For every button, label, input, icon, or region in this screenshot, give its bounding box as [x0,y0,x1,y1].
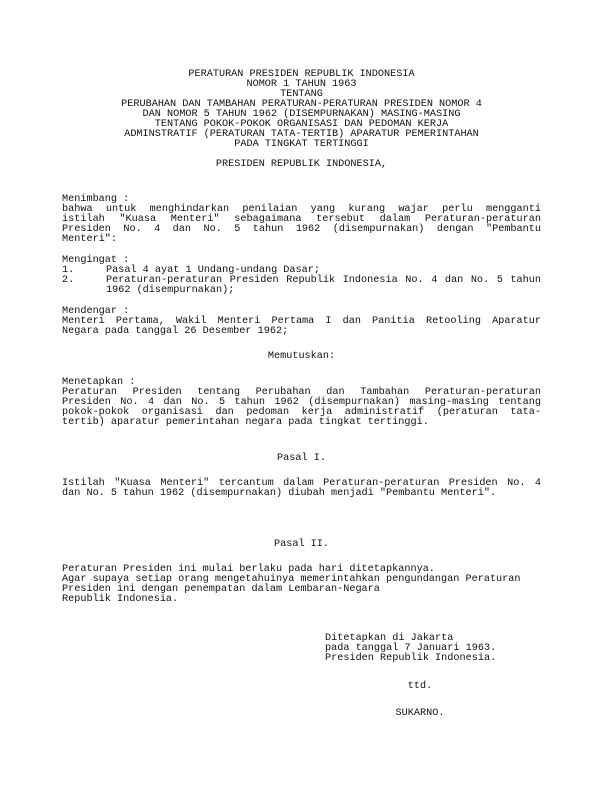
signature-office: Presiden Republik Indonesia. [325,653,497,664]
signature-date: pada tanggal 7 Januari 1963. [325,643,497,654]
header-number: NOMOR 1 TAHUN 1963 [246,79,357,90]
mengingat-item: 1962 (disempurnakan); [106,285,235,296]
menimbang-text: bahwa untuk menghindarkan penilaian yang kurang wajar perlu mengganti [62,204,541,215]
header-tentang: TENTANG [280,89,323,100]
mengingat-item: Peraturan-peraturan Presiden Republik Indonesia No. 4 dan No. 5 tahun [106,275,541,286]
menimbang-text: istilah "Kuasa Menteri" sebagaimana tersebut dalam Peraturan-peraturan [62,214,541,225]
pasal-2-heading: Pasal II. [273,539,330,550]
menimbang-text: Menteri": [62,234,118,245]
memutuskan-heading: Memutuskan: [267,351,336,362]
mengingat-item: Pasal 4 ayat 1 Undang-undang Dasar; [106,265,320,276]
mendengar-text: Menteri Pertama, Wakil Menteri Pertama I dan Panitia Retooling Aparatur [62,316,541,327]
header-subject-line: PADA TINGKAT TERTINGGI [234,139,369,150]
pasal-1-text: Istilah "Kuasa Menteri" tercantum dalam Peraturan-peraturan Presiden No. 4 [62,478,541,489]
mendengar-label: Mendengar : [62,306,130,317]
menetapkan-text: Peraturan Presiden tentang Perubahan dan Tambahan Peraturan-peraturan [62,387,541,398]
signature-place: Ditetapkan di Jakarta [325,633,454,644]
header-subject-line: ADMINSTRATIF (PERATURAN TATA-TERTIB) APARATUR PEMERINTAHAN [124,129,479,140]
pasal-2-text: Republik Indonesia. [62,594,179,605]
mengingat-label: Mengingat : [62,255,130,266]
menetapkan-text: tertib) aparatur pemerintahan negara pada tingkat tertinggi. [62,417,429,428]
mendengar-text: Negara pada tanggal 26 Desember 1962; [62,326,289,337]
pasal-2-text: Agar supaya setiap orang mengetahuinya memerintahkan pengundangan Peraturan [62,574,521,585]
header-subject-line: PERUBAHAN DAN TAMBAHAN PERATURAN-PERATURAN PRESIDEN NOMOR 4 [121,99,482,110]
signature-ttd: ttd. [407,681,433,692]
list-number: 2. [62,275,75,286]
header-title: PERATURAN PRESIDEN REPUBLIK INDONESIA [188,69,415,80]
menimbang-text: Presiden No. 4 dan No. 5 tahun 1962 (disempurnakan) dengan "Pembantu [62,224,541,235]
signatory-name: SUKARNO. [395,708,445,719]
header-subject-line: DAN NOMOR 5 TAHUN 1962 (DISEMPURNAKAN) MASING-MASING [142,109,461,120]
pasal-1-text: dan No. 5 tahun 1962 (disempurnakan) diubah menjadi "Pembantu Menteri". [62,488,497,499]
pasal-2-text: Presiden ini dengan penempatan dalam Lembaran-Negara [62,584,380,595]
menetapkan-text: Presiden No. 4 dan No. 5 tahun 1962 (disempurnakan) masing-masing tentang [62,397,541,408]
menimbang-label: Menimbang : [62,194,130,205]
list-number: 1. [62,265,75,276]
pasal-1-heading: Pasal I. [277,453,326,464]
header-subject-line: TENTANG POKOK-POKOK ORGANISASI DAN PEDOMAN KERJA [154,119,449,130]
menetapkan-label: Menetapkan : [62,377,136,388]
pasal-2-text: Peraturan Presiden ini mulai berlaku pada hari ditetapkannya. [62,564,435,575]
menetapkan-text: pokok-pokok organisasi dan pedoman kerja administratif (peraturan tata- [62,407,541,418]
issuer-heading: PRESIDEN REPUBLIK INDONESIA, [215,159,388,170]
